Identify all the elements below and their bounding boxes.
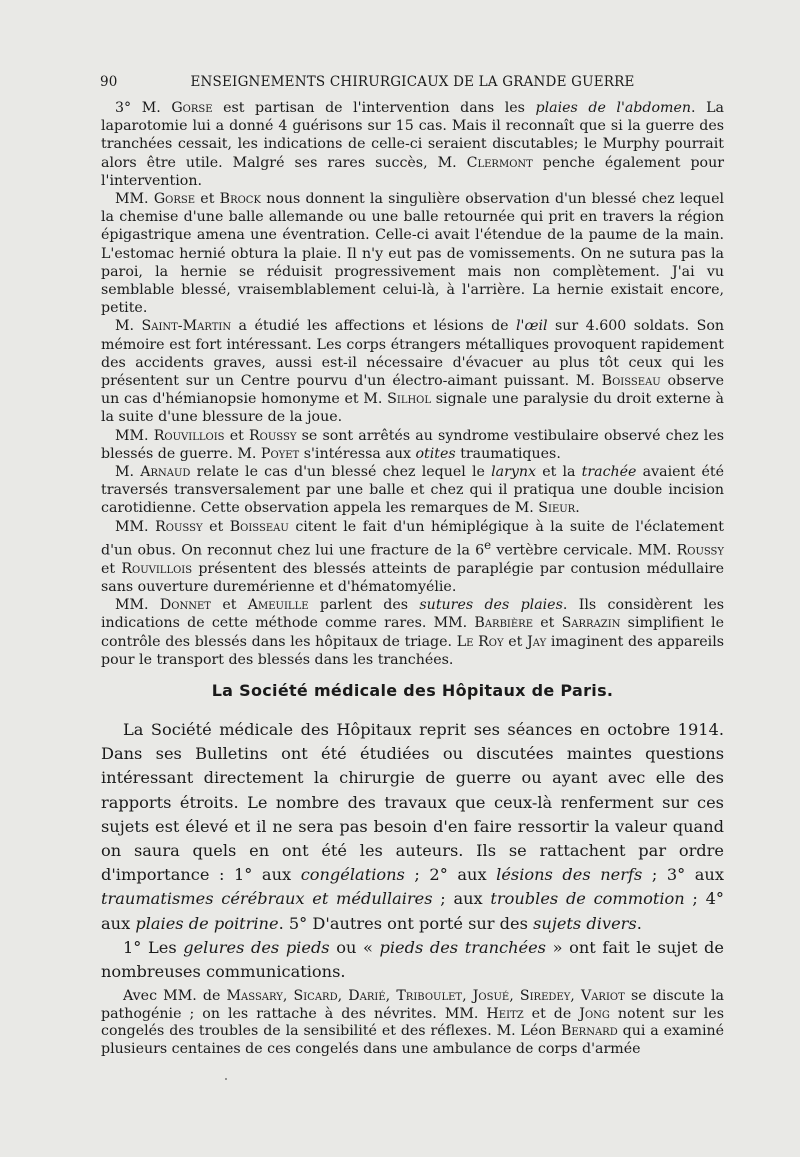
author-name: Variot: [580, 988, 625, 1004]
text-run: Avec MM. de: [123, 988, 227, 1004]
paragraph-pathogenie: [101, 988, 724, 1058]
paragraph-eventration: [101, 190, 724, 317]
text-run: . La laparotomie lui a donné 4 guérisons sur 15 cas. Mais il reconnaît que si la guerre des tranchées cessait, les indications de celle-ci seraient discutables; le Murphy pourrait alors être utile. Malgré ses rares succès, M.: [101, 100, 724, 171]
running-title: ENSEIGNEMENTS CHIRURGICAUX DE LA GRANDE GUERRE: [190, 74, 635, 90]
text-run: MM.: [115, 597, 160, 614]
text-run: et: [224, 427, 249, 444]
text-run: et: [202, 518, 230, 535]
text-run: 3° M.: [115, 100, 172, 116]
text-run: » ont fait le sujet de nombreuses communications.: [101, 937, 725, 982]
text-run: est partisan de l'intervention dans les: [212, 100, 536, 116]
author-name: Bernard: [560, 1023, 618, 1039]
text-run: imaginent des appareils pour le transport des blessés dans les tranchées.: [101, 633, 725, 668]
emphasis: larynx: [491, 464, 537, 481]
text-run: qui a examiné plusieurs centaines de ces congelés dans une ambulance de corps d'armée: [101, 1023, 725, 1057]
page-number: 90: [100, 74, 118, 90]
text-run: .: [636, 913, 642, 933]
author-name: Rouvillois: [153, 427, 225, 444]
text-run: et la: [536, 464, 582, 481]
text-run: et: [101, 560, 122, 577]
text-run: traumatiques.: [455, 445, 561, 462]
text-run: présentent des blessés atteints de paraplégie par contusion médullaire sans ouverture duremérienne et d'hématomyélie.: [101, 560, 724, 596]
text-run: sur 4.600 soldats. Son mémoire est fort intéressant. Les corps étrangers métalliques provoquent rapidement des accidents graves, aussi est-il nécessaire d'évacuer au plus tôt ceux qui les présentent sur un Centre pourvu d'un électro-aimant puissant. M.: [101, 318, 724, 390]
running-head: [100, 74, 725, 90]
emphasis: pieds des tranchées: [379, 937, 546, 957]
author-name: Roussy: [676, 542, 724, 559]
author-name: Ameuille: [247, 597, 309, 614]
emphasis: congélations: [300, 865, 405, 885]
author-name: Brock: [219, 191, 261, 208]
text-run: signale une paralysie du droit externe à la suite d'une blessure de la joue.: [101, 391, 724, 426]
author-name: Sieur: [538, 500, 576, 517]
paragraph-oeil: [101, 317, 724, 426]
text-run: ,: [462, 988, 473, 1004]
author-name: Heitz: [486, 1005, 524, 1022]
author-name: Rouvillois: [121, 560, 193, 577]
text-run: ,: [337, 988, 349, 1004]
small-text-block-bottom: [101, 988, 724, 1058]
text-run: et: [210, 597, 248, 614]
emphasis: plaies de l'abdomen: [535, 100, 692, 116]
text-run: ,: [282, 988, 294, 1004]
author-name: Poyet: [260, 445, 300, 462]
text-run: ; aux: [432, 889, 491, 909]
text-run: avaient été traversés transversalement par une balle et chez qui il pratiqua une double incision carotidienne. Cette observation appela les remarques de M.: [101, 464, 725, 517]
text-run: nous donnent la singulière observation d'un blessé chez lequel la chemise d'une balle allemande ou une balle retournée qui prit en travers la région épigastrique amena une éventration. Celle-ci avait l'étendue de la paume de la main. L'estomac hernié obtura la plaie. Il n'y eut pas de vomissements. On ne sutura pas la paroi, la hernie se réduisit progressivement mais non complètement. J'ai vu semblable blessé, vraisemblablement celui-là, à l'arrière. La hernie existait encore, petite.: [101, 191, 725, 317]
small-text-block: [101, 99, 724, 669]
emphasis: gelures des pieds: [183, 937, 330, 957]
text-run: .: [575, 500, 580, 517]
paragraph-hemiplegie: [101, 518, 724, 597]
text-run: notent sur les congelés des troubles de la sensibilité et des réflexes. M. Léon: [101, 1005, 724, 1039]
text-run: ,: [570, 988, 581, 1004]
large-text-block: [101, 718, 724, 984]
author-name: Boisseau: [229, 518, 289, 535]
text-run: citent le fait d'un hémiplégique à la suite de l'éclatement d'un obus. On reconnut chez lui une fracture de la 6: [101, 518, 724, 559]
text-run: et: [503, 633, 528, 650]
author-name: Sicard: [293, 988, 338, 1004]
running-head-spacer: [695, 74, 725, 90]
text-run: s'intéressa aux: [299, 445, 416, 462]
author-name: Josué: [472, 988, 510, 1004]
text-run: relate le cas d'un blessé chez lequel le: [190, 464, 492, 481]
text-run: se sont arrêtés au syndrome vestibulaire observé chez les blessés de guerre. M.: [101, 427, 724, 462]
text-run: simplifient le contrôle des blessés dans les hôpitaux de triage.: [101, 615, 724, 650]
text-run: MM.: [115, 191, 154, 208]
author-name: Gorse: [171, 100, 213, 116]
paragraph-abdomen: [101, 99, 724, 190]
paragraph-sutures: [101, 596, 724, 669]
author-name: Jay: [527, 633, 547, 650]
text-run: se discute la pathogénie ; on les rattache à des névrites. MM.: [101, 988, 724, 1022]
text-run: a étudié les affections et lésions de: [231, 318, 517, 335]
text-run: ; 2° aux: [404, 865, 497, 885]
author-name: Saint-Martin: [141, 318, 232, 335]
author-name: Triboulet: [396, 988, 463, 1004]
text-run: . 5° D'autres ont porté sur des: [278, 913, 534, 933]
section-title: La Société médicale des Hôpitaux de Paris.: [211, 681, 614, 700]
text-run: et de: [523, 1005, 580, 1022]
text-run: parlent des: [308, 597, 420, 614]
paragraph-larynx: [101, 463, 724, 518]
emphasis: l'œil: [516, 318, 548, 335]
author-name: Le Roy: [456, 633, 504, 650]
text-run: ou «: [329, 937, 380, 957]
author-name: Siredey: [519, 988, 571, 1004]
author-name: Donnet: [159, 597, 211, 614]
emphasis: traumatismes cérébraux et médullaires: [101, 889, 433, 909]
text-run: MM.: [115, 427, 154, 444]
author-name: Clermont: [466, 154, 533, 171]
emphasis: sujets divers: [533, 913, 637, 933]
emphasis: lésions des nerfs: [496, 865, 643, 885]
text-run: 1° Les: [123, 937, 184, 957]
author-name: Roussy: [155, 518, 203, 535]
superscript: e: [484, 537, 492, 552]
author-name: Massary: [226, 988, 283, 1004]
emphasis: troubles de commotion: [490, 889, 685, 909]
text-run: ,: [385, 988, 397, 1004]
author-name: Sarrazin: [561, 615, 621, 632]
author-name: Arnaud: [140, 464, 191, 481]
text-run: ,: [509, 988, 520, 1004]
text-run: penche également pour l'intervention.: [101, 154, 724, 189]
text-run: et: [533, 615, 562, 632]
paper-speck: [225, 1078, 227, 1080]
text-run: MM.: [115, 518, 156, 535]
paragraph-intro: [101, 718, 724, 936]
text-run: M.: [115, 318, 142, 335]
author-name: Roussy: [248, 427, 297, 444]
author-name: Barbière: [474, 615, 534, 632]
text-run: ; 3° aux: [642, 865, 724, 885]
text-run: La Société médicale des Hôpitaux reprit ses séances en octobre 1914. Dans ses Bulletins ont été étudiées ou discutées maintes questions intéressant directement la chirurgie de guerre ou ayant avec elle des rapports étroits. Le nombre des travaux que ceux-là renferment sur ces sujets est élevé et il ne sera pas besoin d'en faire ressortir la valeur quand on saura quels en ont été les auteurs. Ils se rattachent par ordre d'importance : 1° aux: [101, 720, 724, 885]
author-name: Silhol: [387, 391, 432, 408]
text-run: M.: [115, 464, 141, 481]
emphasis: trachée: [581, 464, 637, 481]
emphasis: sutures des plaies: [419, 597, 563, 614]
author-name: Boisseau: [601, 373, 661, 390]
paragraph-gelures: [101, 936, 724, 984]
text-run: vertèbre cervicale. MM.: [491, 542, 677, 559]
author-name: Jong: [579, 1005, 610, 1022]
emphasis: plaies de poitrine: [135, 913, 279, 933]
text-run: observe un cas d'hémianopsie homonyme et M.: [101, 373, 725, 408]
author-name: Gorse: [153, 191, 196, 208]
author-name: Darié: [348, 988, 386, 1004]
emphasis: otites: [415, 445, 456, 462]
text-run: et: [195, 191, 220, 208]
text-run: ; 4° aux: [101, 889, 724, 933]
text-run: . Ils considèrent les indications de cette méthode comme rares. MM.: [101, 597, 724, 632]
paragraph-vestibulaire: [101, 427, 724, 463]
